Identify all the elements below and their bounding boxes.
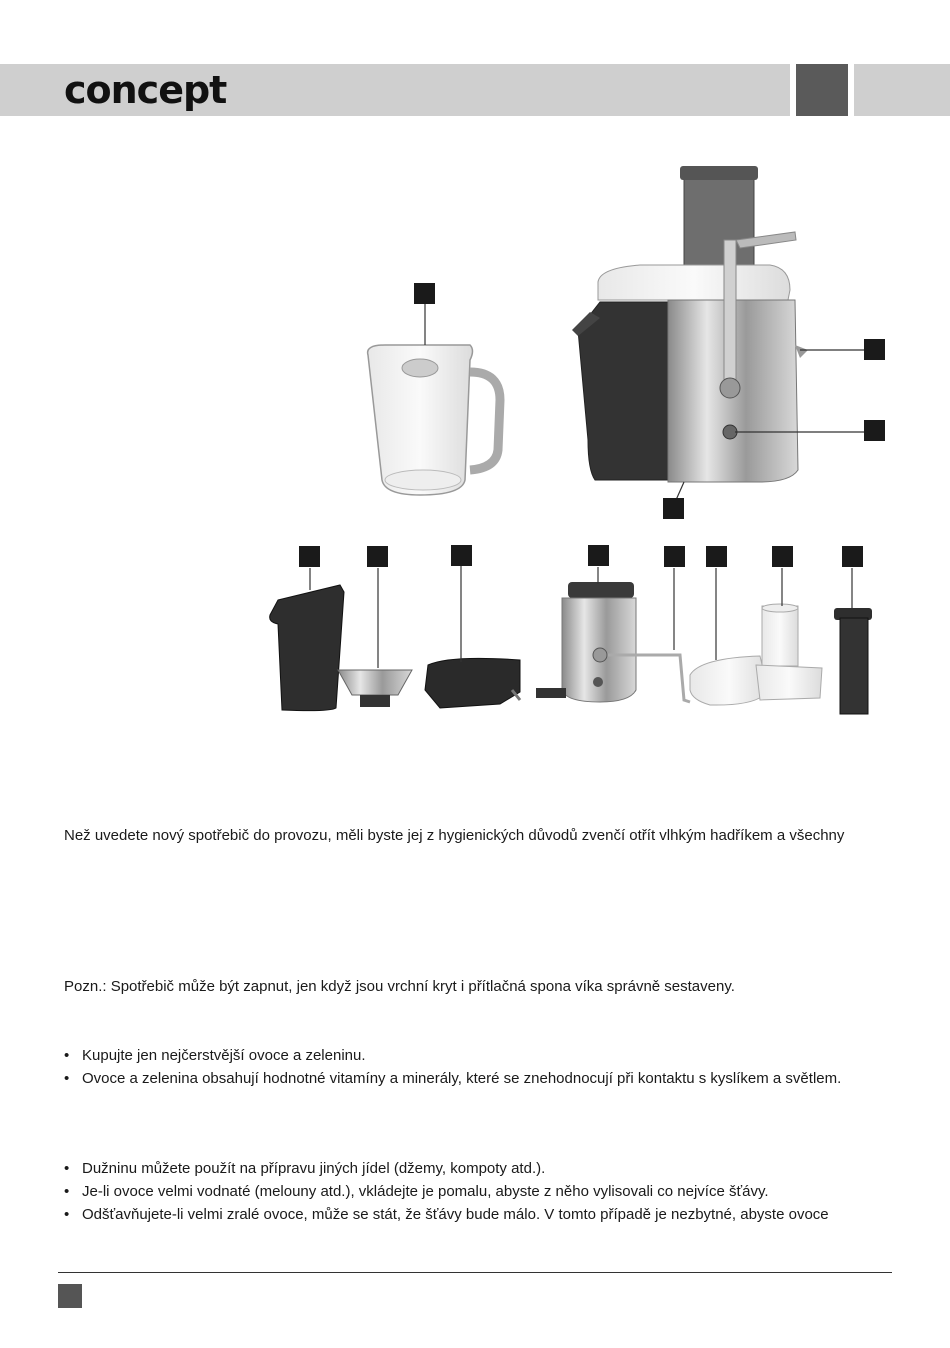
label-marker-jug <box>414 283 435 304</box>
pusher-image <box>834 608 872 714</box>
label-marker-lid <box>706 546 727 567</box>
tips-list-1 <box>64 1044 841 1090</box>
juicer-main-image <box>572 166 866 500</box>
list-item: • Je-li ovoce velmi vodnaté (melouny atd.), vkládejte je pomalu, abyste z něho vylisovali co nejvíce šťávy. <box>64 1180 829 1203</box>
juicer-illustration <box>0 150 950 750</box>
list-item: • Odšťavňujete-li velmi zralé ovoce, může se stát, že šťávy bude málo. V tomto případě je nezbytné, abyste ovoce <box>64 1203 829 1226</box>
footer-divider <box>58 1272 892 1273</box>
list-item: • Ovoce a zelenina obsahují hodnotné vitamíny a minerály, které se znehodnocují při kontaktu s kyslíkem a světlem. <box>64 1067 841 1090</box>
motor-body-image <box>536 582 690 702</box>
label-marker-clip <box>664 546 685 567</box>
base-bowl-image <box>425 658 520 708</box>
label-marker-motor <box>588 545 609 566</box>
pulp-container-image <box>270 585 344 711</box>
label-marker-bowl <box>451 545 472 566</box>
label-marker-base <box>663 498 684 519</box>
feed-chute-image <box>756 604 822 700</box>
brand-logo: concept <box>64 68 227 112</box>
header-band-right <box>854 64 950 116</box>
page-number-box <box>796 64 848 116</box>
intro-paragraph: Než uvedete nový spotřebič do provozu, měli byste jej z hygienických důvodů zvenčí otřít vlhkým hadříkem a všechny <box>64 827 845 844</box>
lid-image <box>690 656 768 705</box>
jug-image <box>368 345 500 495</box>
label-marker-switch <box>864 420 885 441</box>
tips-list-2 <box>64 1157 829 1226</box>
footer-page-box <box>58 1284 82 1308</box>
filter-basket-image <box>338 670 412 707</box>
label-marker-pulp-outlet <box>864 339 885 360</box>
label-marker-filter <box>367 546 388 567</box>
note-paragraph: Pozn.: Spotřebič může být zapnut, jen když jsou vrchní kryt i přítlačná spona víka správně sestaveny. <box>64 978 735 995</box>
label-marker-chute <box>772 546 793 567</box>
label-marker-pulp-container <box>299 546 320 567</box>
list-item: • Kupujte jen nejčerstvější ovoce a zeleninu. <box>64 1044 841 1067</box>
list-item: • Dužninu můžete použít na přípravu jiných jídel (džemy, kompoty atd.). <box>64 1157 829 1180</box>
label-marker-pusher <box>842 546 863 567</box>
